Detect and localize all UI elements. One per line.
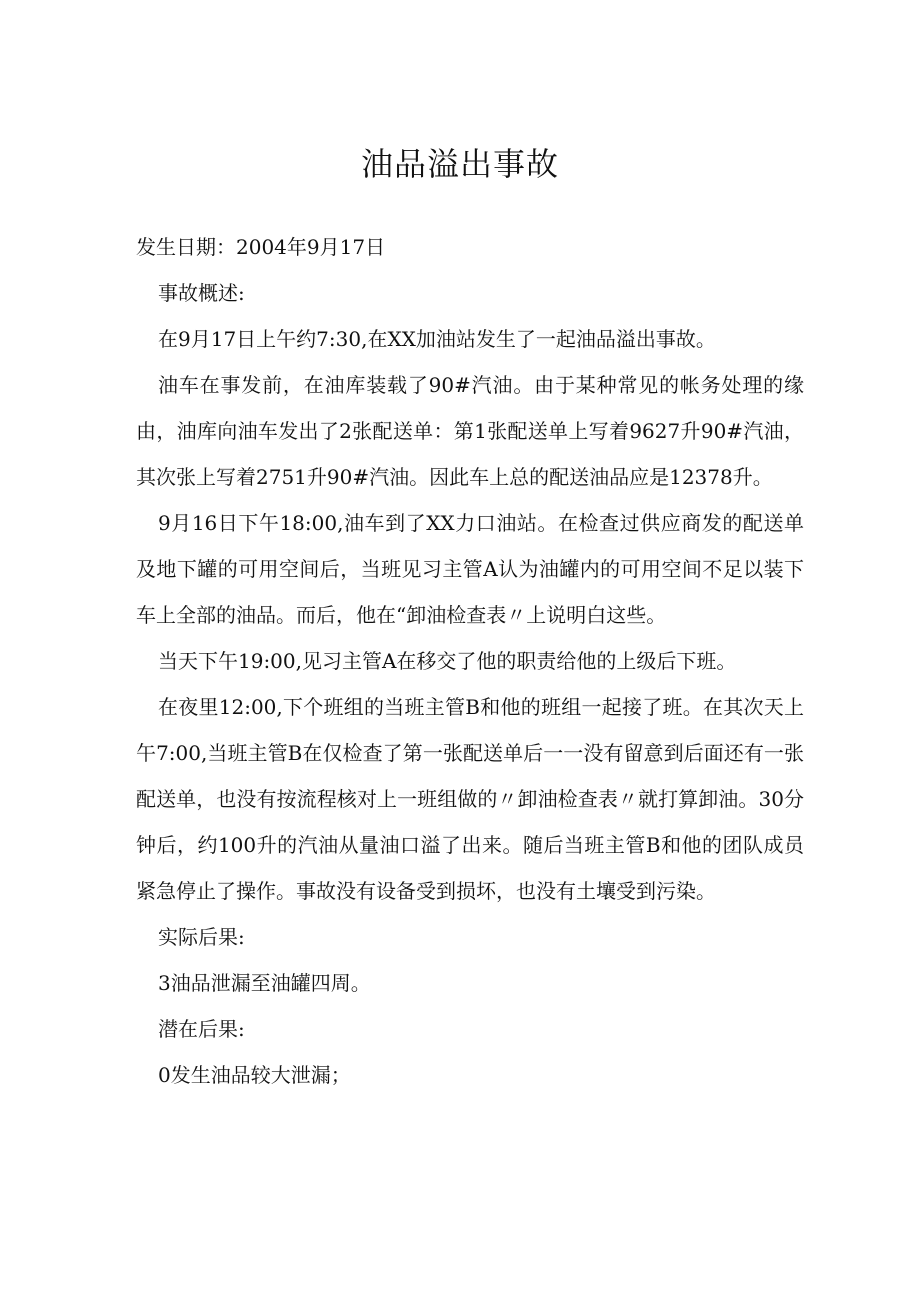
paragraph-overview-heading: 事故概述:: [158, 281, 245, 305]
paragraph-summary: 在9月17日上午约7:30,在XX加油站发生了一起油品溢出事故。: [158, 327, 716, 351]
document-body: [136, 224, 804, 1098]
paragraph-delivery: 油车在事发前，在油库装载了90#汽油。由于某种常见的帐务处理的缘由，油库向油车发出了2张配送单：第1张配送单上写着9627升90#汽油，其次张上写着2751升90#汽油。因此车上总的配送油品应是12378升。: [136, 373, 804, 489]
paragraph-date: 发生日期：2004年9月17日: [136, 235, 386, 259]
paragraph-actual-heading: 实际后果:: [158, 925, 245, 949]
document-title: 油品溢出事故: [360, 145, 559, 183]
paragraph-actual-item: 3油品泄漏至油罐四周。: [158, 971, 371, 995]
paragraph-arrival: 9月16日下午18:00,油车到了XX力口油站。在检查过供应商发的配送单及地下罐的可用空间后，当班见习主管A认为油罐内的可用空间不足以装下车上全部的油品。而后，他在“卸油检查表〃上说明白这些。: [136, 511, 804, 627]
paragraph-potential-item: 0发生油品较大泄漏；: [158, 1063, 351, 1087]
paragraph-handover: 当天下午19:00,见习主管A在移交了他的职责给他的上级后下班。: [158, 649, 737, 673]
paragraph-potential-heading: 潜在后果:: [158, 1017, 245, 1041]
paragraph-incident: 在夜里12:00,下个班组的当班主管B和他的班组一起接了班。在其次天上午7:00,当班主管B在仅检查了第一张配送单后一一没有留意到后面还有一张配送单，也没有按流程核对上一班组做的〃卸油检查表〃就打算卸油。30分钟后，约100升的汽油从量油口溢了出来。随后当班主管B和他的团队成员紧急停止了操作。事故没有设备受到损坏，也没有土壤受到污染。: [136, 695, 804, 903]
